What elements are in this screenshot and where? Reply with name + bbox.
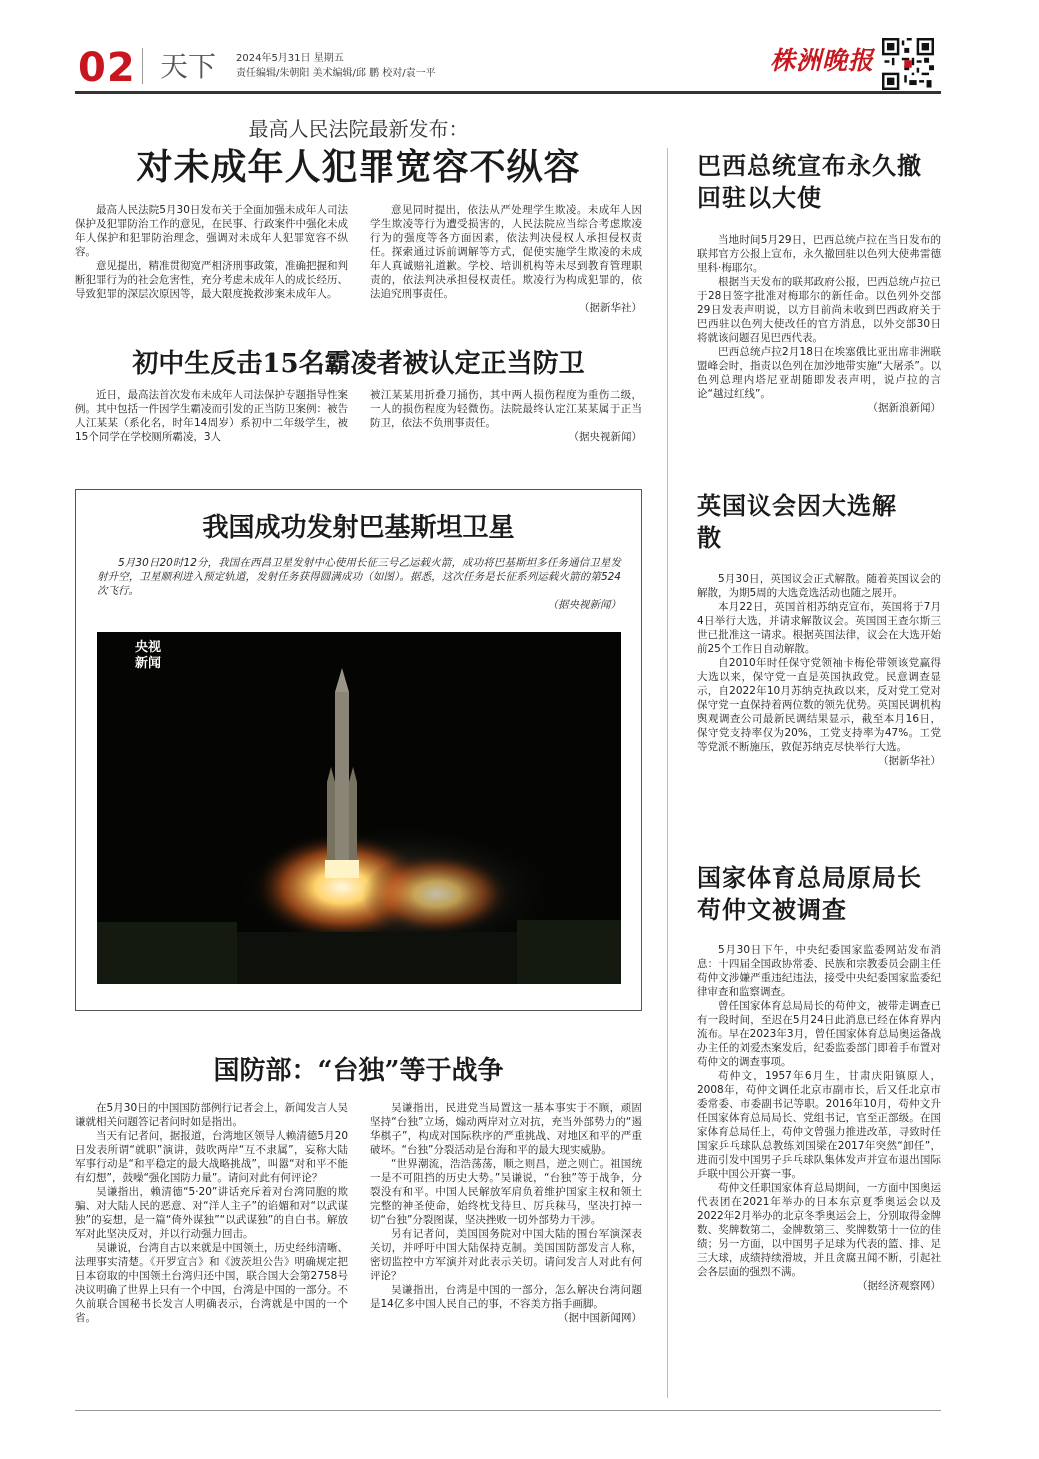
taiwan-headline: 国防部：“台独”等于战争	[213, 1056, 504, 1086]
sport-source: （据经济观察网）	[857, 1280, 941, 1292]
sport-paragraph: 5月30日下午，中央纪委国家监委网站发布消息：十四届全国政协常委、民族和宗教委员会副主任苟仲文涉嫌严重违纪违法，接受中央纪委国家监委纪律审查和监察调查。	[697, 944, 941, 998]
lead-kicker: 最高人民法院最新发布：	[248, 117, 469, 141]
lead-paragraph: 意见提出，精准贯彻宽严相济刑事政策，准确把握和判断犯罪行为的社会危害性，充分考虑未成年人的成长经历、导致犯罪的深层次原因等，最大限度挽救涉案未成年人。	[75, 260, 348, 300]
editors-line: 责任编辑/朱朝阳 美术编辑/邱 鹏 校对/袁一平	[236, 68, 436, 79]
brazil-paragraph: 当地时间5月29日，巴西总统卢拉在当日发布的联邦官方公报上宣布，永久撤回驻以色列大使弗雷德里科·梅耶尔。	[697, 234, 941, 274]
sport-headline: 国家体育总局原局长苟仲文被调查	[697, 863, 922, 924]
taiwan-paragraph: 在5月30日的中国国防部例行记者会上，新闻发言人吴谦就相关问题答记者问时如是指出。	[75, 1102, 348, 1128]
taiwan-paragraph: “世界潮流，浩浩荡荡，顺之则昌，逆之则亡。祖国统一是不可阻挡的历史大势。”吴谦说，“台独”等于战争，分裂没有和平。中国人民解放军肩负着维护国家主权和领土完整的神圣使命，始终枕戈待旦、厉兵秣马，坚决打掉一切“台独”分裂图谋，坚决挫败一切外部势力干涉。	[370, 1158, 642, 1226]
sport-paragraph: 苟仲文任职国家体育总局期间，一方面中国奥运代表团在2021年举办的日本东京夏季奥运会以及2022年2月举办的北京冬季奥运会上，分别取得金牌数、奖牌数第二，金牌数第三、奖牌数第十一位的佳绩；另一方面，以中国男子足球为代表的篮、排、足三大球，成绩持续滑坡，并且贪腐丑闻不断，引起社会各层面的强烈不满。	[697, 1182, 941, 1278]
defense-source: （据央视新闻）	[568, 431, 642, 443]
uk-body	[697, 572, 941, 768]
taiwan-column-1	[75, 1101, 348, 1325]
taiwan-paragraph: 吴谦说，台湾自古以来就是中国领土，历史经纬清晰、法理事实清楚。《开罗宣言》和《波茨坦公告》明确规定把日本窃取的中国领土台湾归还中国，联合国大会第2758号决议明确了世界上只有一个中国，台湾是中国的一部分。不久前联合国秘书长发言人明确表示，台湾就是中国的一个省。	[75, 1242, 348, 1324]
lead-column-1	[75, 203, 348, 301]
satellite-text	[97, 556, 621, 612]
taiwan-paragraph: 吴谦指出，赖清德“5·20”讲话充斥着对台湾同胞的欺骗、对大陆人民的恶意、对“洋人主子”的谄媚和对“以武谋独”的妄想，是一篇“倚外谋独”“以武谋独”的自白书。解放军对此坚决反对，并以行动强力回击。	[75, 1186, 348, 1240]
uk-headline: 英国议会因大选解散	[697, 491, 897, 552]
lead-paragraph: 最高人民法院5月30日发布关于全面加强未成年人司法保护及犯罪防治工作的意见，在民事、行政案件中强化未成年人保护和犯罪防治理念，强调对未成年人犯罪宽容不纵容。	[75, 204, 348, 258]
watermark-line: 新闻	[135, 656, 162, 671]
header-rule	[75, 91, 941, 94]
satellite-paragraph: 5月30日20时12分，我国在西昌卫星发射中心使用长征三号乙运载火箭，成功将巴基斯坦多任务通信卫星发射升空，卫星顺利进入预定轨道，发射任务获得圆满成功（如图）。据悉，这次任务是长征系列运载火箭的第524次飞行。	[97, 557, 621, 597]
newspaper-logo: 株洲晚报	[770, 46, 875, 75]
uk-source: （据新华社）	[878, 755, 941, 767]
lead-paragraph: 意见同时提出，依法从严处理学生欺凌。未成年人因学生欺凌等行为遭受损害的，人民法院应当综合考虑欺凌行为的强度等各方面因素，依法判决侵权人承担侵权责任。探索通过诉前调解等方式，促使实施学生欺凌的未成年人真诚赔礼道歉。学校、培训机构等未尽到教育管理职责的，依法判决承担侵权责任。欺凌行为构成犯罪的，依法追究刑事责任。	[370, 204, 642, 300]
brazil-paragraph: 巴西总统卢拉2月18日在埃塞俄比亚出席非洲联盟峰会时，指责以色列在加沙地带实施“大屠杀”。以色列总理内塔尼亚胡随即发表声明，说卢拉的言论“越过红线”。	[697, 346, 941, 400]
brazil-headline: 巴西总统宣布永久撤回驻以大使	[697, 151, 922, 212]
brazil-paragraph: 根据当天发布的联邦政府公报，巴西总统卢拉已于28日签字批准对梅耶尔的新任命。以色列外交部29日发表声明说，以方目前尚未收到巴西政府关于巴西驻以色列大使改任的官方消息，以外交部30日将就该问题召见巴西代表。	[697, 276, 941, 344]
defense-paragraph: 近日，最高法首次发布未成年人司法保护专题指导性案例。其中包括一件因学生霸凌而引发的正当防卫案例：被告人江某某（系化名，时年14周岁）系初中二年级学生，被15个同学在学校厕所霸凌，3人	[75, 389, 348, 443]
taiwan-column-2	[370, 1101, 642, 1325]
defense-column-2	[370, 388, 642, 444]
taiwan-paragraph: 另有记者问，美国国务院对中国大陆的围台军演深表关切，并呼吁中国大陆保持克制。美国国防部发言人称，密切监控中方军演并对此表示关切。请问发言人对此有何评论？	[370, 1228, 642, 1282]
satellite-headline: 我国成功发射巴基斯坦卫星	[202, 513, 515, 543]
sport-paragraph: 曾任国家体育总局局长的苟仲文，被带走调查已有一段时间，至迟在5月24日此消息已经在体育界内流布。早在2023年3月，曾任国家体育总局奥运备战办主任的刘爱杰案发后，纪委监委部门即着手布置对苟仲文的调查事项。	[697, 1000, 941, 1068]
defense-headline: 初中生反击15名霸凌者被认定正当防卫	[132, 349, 585, 379]
lead-headline: 对未成年人犯罪宽容不纵容	[136, 147, 581, 188]
page-number: 02	[78, 45, 136, 91]
taiwan-paragraph: 当天有记者问，据报道，台湾地区领导人赖清德5月20日发表所谓“就职”演讲，鼓吹两岸“互不隶属”，妄称大陆军事行动是“和平稳定的最大战略挑战”，叫嚣“对和平不能有幻想”，鼓噪“强化国防力量”。请问对此有何评论？	[75, 1130, 348, 1184]
brazil-source: （据新浪新闻）	[867, 402, 941, 414]
uk-paragraph: 自2010年时任保守党领袖卡梅伦带领该党赢得大选以来，保守党一直是英国执政党。民意调查显示，自2022年10月苏纳克执政以来，反对党工党对保守党一直保持着两位数的领先优势。英国民调机构舆观调查公司最新民调结果显示，截至本月16日，保守党支持率仅为20%，工党支持率为47%。工党等党派不断施压，敦促苏纳克尽快举行大选。	[697, 657, 941, 753]
column-divider	[667, 148, 668, 1398]
watermark-line: 央视	[135, 640, 162, 655]
rocket-launch-illustration	[97, 632, 621, 984]
taiwan-paragraph: 吴谦指出，台湾是中国的一部分，怎么解决台湾问题是14亿多中国人民自己的事，不容美方指手画脚。	[370, 1284, 642, 1310]
cctv-news-watermark	[135, 640, 175, 672]
header-divider	[142, 48, 143, 84]
brazil-body	[697, 233, 941, 415]
satellite-source: （据央视新闻）	[547, 599, 621, 611]
sport-paragraph: 苟仲文，1957年6月生，甘肃庆阳镇原人，2008年，苟仲文调任北京市副市长，后又任北京市委常委、市委副书记等职。2016年10月，苟仲文升任国家体育总局局长、党组书记，官至正部级。在国家体育总局任上，苟仲文曾强力推进改革，寻致时任国家乒乓球队总教练刘国梁在2017年突然“卸任”，进而引发中国男子乒乓球队集体发声并宣布退出国际乒联中国公开赛一事。	[697, 1070, 941, 1180]
qr-code-icon[interactable]	[882, 38, 934, 90]
lead-column-2	[370, 203, 642, 315]
date-line: 2024年5月31日 星期五	[236, 53, 344, 64]
taiwan-source: （据中国新闻网）	[558, 1312, 642, 1324]
defense-column-1	[75, 388, 348, 444]
uk-paragraph: 本月22日，英国首相苏纳克宣布，英国将于7月4日举行大选，并请求解散议会。英国国王查尔斯三世已批准这一请求。根据英国法律，议会在大选开始前25个工作日自动解散。	[697, 601, 941, 655]
sport-body	[697, 943, 941, 1293]
footer-rule	[75, 1410, 941, 1411]
lead-source: （据新华社）	[579, 302, 642, 314]
uk-paragraph: 5月30日，英国议会正式解散。随着英国议会的解散，为期5周的大选竞选活动也随之展开。	[697, 573, 941, 599]
defense-paragraph: 被江某某用折叠刀捅伤，其中两人损伤程度为重伤二级，一人的损伤程度为轻微伤。法院最终认定江某某属于正当防卫，依法不负刑事责任。	[370, 389, 642, 429]
taiwan-paragraph: 吴谦指出，民进党当局置这一基本事实于不顾，顽固坚持“台独”立场，煽动两岸对立对抗，充当外部势力的“遏华棋子”，构成对国际秩序的严重挑战、对地区和平的严重破坏。“台独”分裂活动是台海和平的最大现实威胁。	[370, 1102, 642, 1156]
section-name: 天下	[160, 50, 217, 83]
rocket-launch-photo	[97, 632, 621, 984]
